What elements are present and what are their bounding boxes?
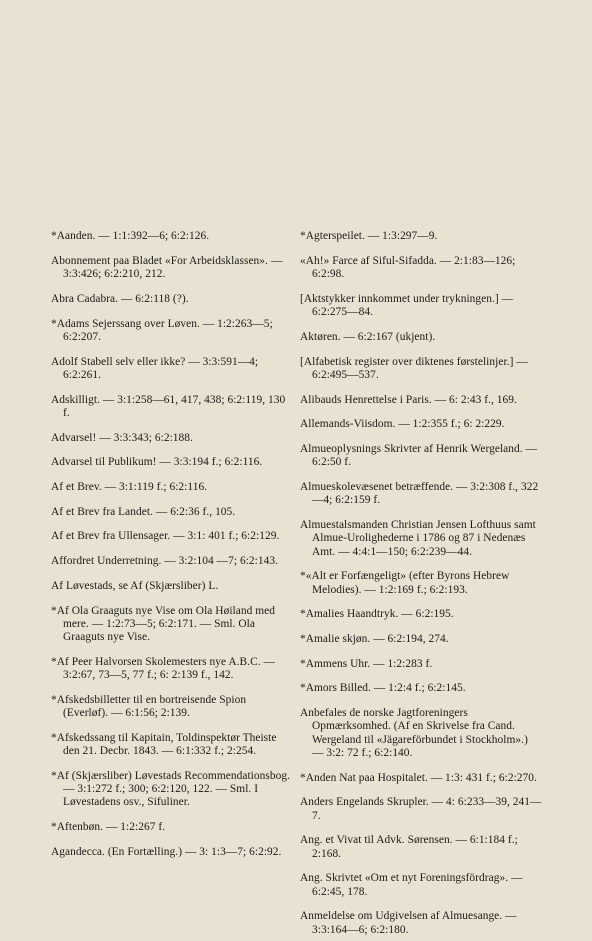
index-entry: Abonnement paa Bladet «For Arbeidsklassen». — 3:3:426; 6:2:210, 212. — [51, 255, 283, 281]
index-entry: Advarsel til Publikum! — 3:3:194 f.; 6:2:116. — [51, 456, 263, 469]
index-entry: Af et Brev fra Ullensager. — 3:1: 401 f.; 6:2:129. — [51, 530, 280, 543]
index-entry: *Anden Nat paa Hospitalet. — 1:3: 431 f.; 6:2:270. — [300, 771, 537, 784]
index-entry: Agandecca. (En Fortælling.) — 3: 1:3—7; 6:2:92. — [51, 845, 282, 858]
index-entry: Af et Brev fra Landet. — 6:2:36 f., 105. — [51, 505, 236, 518]
index-entry: [Aktstykker innkommet under trykningen.] — 6:2:275—84. — [300, 293, 514, 319]
index-entry: *Afskedssang til Kapitain, Toldinspektør Theiste den 21. Decbr. 1843. — 6:1:332 f.; 2:254. — [51, 731, 277, 758]
index-entry: Anders Engelands Skrupler. — 4: 6:233—39, 241—7. — [300, 796, 542, 822]
index-entry: *Amors Billed. — 1:2:4 f.; 6:2:145. — [300, 682, 466, 695]
index-entry: *Afskedsbilletter til en bortreisende Spion (Everløf). — 6:1:56; 2:139. — [51, 693, 247, 720]
index-entry: Almuestalsmanden Christian Jensen Lofthuus samt Almue-Urolighederne i 1786 og 87 i Nedenæs Amt. — 4:4:1—150; 6:2:239—44. — [300, 519, 536, 558]
index-entry: Alibauds Henrettelse i Paris. — 6: 2:43 f., 169. — [300, 393, 517, 406]
index-entry: *Adams Sejerssang over Løven. — 1:2:263—5; 6:2:207. — [51, 317, 273, 344]
index-entry: Adskilligt. — 3:1:258—61, 417, 438; 6:2:119, 130 f. — [51, 393, 286, 420]
index-entry: *Af (Skjærsliber) Løvestads Recommendationsbog. — 3:1:272 f.; 300; 6:2:120, 122. — Sml. I Løvestadens osv., Sifuliner. — [51, 769, 290, 809]
index-column-right — [300, 219, 542, 940]
index-entry: *Amalie skjøn. — 6:2:194, 274. — [300, 633, 449, 646]
index-entry: Ang. Skrivtet «Om et nyt Foreningsfördrag». — 6:2:45, 178. — [300, 872, 523, 898]
index-entry: Ang. et Vivat til Advk. Sørensen. — 6:1:184 f.; 2:168. — [300, 834, 518, 860]
index-entry: Affordret Underretning. — 3:2:104 —7; 6:2:143. — [51, 555, 279, 568]
index-entry: *Af Peer Halvorsen Skolemesters nye A.B.C. — 3:2:67, 73—5, 77 f.; 6: 2:139 f., 142. — [51, 655, 275, 682]
index-entry: Anbefales de norske Jagtforeningers Opmærksomhed. (Af en Skrivelse fra Cand. Wergeland til «Jägareförbundet i Stockholm».) — 3:2: 72 f.; 6:2:140. — [300, 707, 528, 759]
index-entry: *Aanden. — 1:1:392—6; 6:2:126. — [51, 230, 210, 243]
index-entry: Af et Brev. — 3:1:119 f.; 6:2:116. — [51, 481, 208, 494]
index-entry: Allemands-Viisdom. — 1:2:355 f.; 6: 2:229. — [300, 418, 505, 431]
index-column-left — [51, 219, 293, 862]
index-entry: *Aftenbøn. — 1:2:267 f. — [51, 821, 166, 834]
index-entry: Almueoplysnings Skrivter af Henrik Wergeland. — 6:2:50 f. — [300, 443, 538, 469]
index-entry: *Agterspeilet. — 1:3:297—9. — [300, 230, 438, 243]
index-entry: «Ah!» Farce af Siful-Sifadda. — 2:1:83—126; 6:2:98. — [300, 255, 516, 281]
index-entry: Advarsel! — 3:3:343; 6:2:188. — [51, 431, 193, 444]
index-entry: *Amalies Haandtryk. — 6:2:195. — [300, 608, 454, 621]
index-entry: [Alfabetisk register over diktenes førstelinjer.] — 6:2:495—537. — [300, 355, 528, 382]
index-entry: *«Alt er Forfængeligt» (efter Byrons Hebrew Melodies). — 1:2:169 f.; 6:2:193. — [300, 570, 510, 596]
index-entry: Af Løvestads, se Af (Skjærsliber) L. — [51, 579, 219, 592]
index-entry: Almueskolevæsenet betræffende. — 3:2:308 f., 322—4; 6:2:159 f. — [300, 481, 539, 507]
index-entry: Adolf Stabell selv eller ikke? — 3:3:591—4; 6:2:261. — [51, 355, 259, 382]
index-entry: *Af Ola Graaguts nye Vise om Ola Høiland med mere. — 1:2:73—5; 6:2:171. — Sml. Ola Graaguts nye Vise. — [51, 604, 276, 644]
index-entry: Aktøren. — 6:2:167 (ukjent). — [300, 331, 436, 344]
index-entry: Abra Cadabra. — 6:2:118 (?). — [51, 293, 189, 306]
index-entry: Anmeldelse om Udgivelsen af Almuesange. — 3:3:164—6; 6:2:180. — [300, 910, 517, 936]
index-entry: *Ammens Uhr. — 1:2:283 f. — [300, 657, 433, 670]
